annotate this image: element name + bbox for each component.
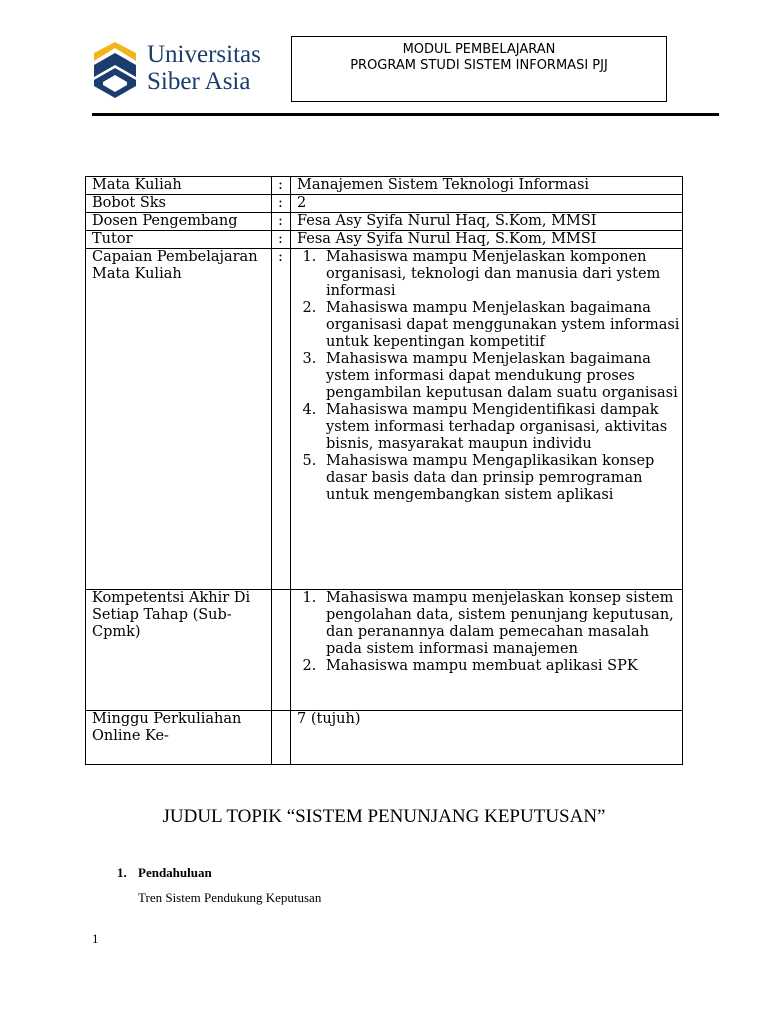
row-value: Fesa Asy Syifa Nurul Haq, S.Kom, MMSI (291, 213, 683, 231)
module-header-box (291, 36, 667, 102)
section-number: 1. (117, 865, 127, 880)
university-logo (90, 40, 275, 100)
section-title: Pendahuluan (138, 865, 212, 880)
row-separator-empty (272, 711, 291, 765)
table-row (86, 590, 683, 711)
row-value: 2 (291, 195, 683, 213)
list-item: 4. Mahasiswa mampu Mengidentifikasi dampak ystem informasi terhadap organisasi, aktivitas bisnis, masyarakat maupun individu (321, 402, 682, 453)
row-separator-empty (272, 590, 291, 711)
table-row (86, 231, 683, 249)
logo-text-line2: Siber Asia (147, 68, 251, 95)
program-title: PROGRAM STUDI SISTEM INFORMASI PJJ (350, 58, 608, 73)
list-item: 1. Mahasiswa mampu menjelaskan konsep sistem pengolahan data, sistem penunjang keputusan, dan peranannya dalam pemecahan masalah pada sistem informasi manajemen (321, 590, 682, 658)
course-info-table (85, 176, 683, 765)
table-row (86, 711, 683, 765)
topic-title: JUDUL TOPIK “SISTEM PENUNJANG KEPUTUSAN” (162, 806, 606, 827)
row-label: Tutor (86, 231, 272, 249)
row-value: Fesa Asy Syifa Nurul Haq, S.Kom, MMSI (291, 231, 683, 249)
row-label: Dosen Pengembang (86, 213, 272, 231)
subcpmk-list (297, 590, 682, 675)
list-item: 1. Mahasiswa mampu Menjelaskan komponen organisasi, teknologi dan manusia dari ystem informasi (321, 249, 682, 300)
table-row (86, 249, 683, 590)
row-label: Mata Kuliah (86, 177, 272, 195)
row-separator: : (272, 177, 291, 195)
row-label: Kompetentsi Akhir Di Setiap Tahap (Sub-Cpmk) (86, 590, 272, 711)
cpmk-list (297, 249, 682, 504)
row-value (291, 590, 683, 711)
shield-emblem-icon (90, 42, 140, 98)
table-row (86, 177, 683, 195)
row-separator: : (272, 195, 291, 213)
table-row (86, 213, 683, 231)
list-item: 2. Mahasiswa mampu Menjelaskan bagaimana organisasi dapat menggunakan ystem informasi untuk kepentingan kompetitif (321, 300, 682, 351)
row-separator: : (272, 231, 291, 249)
row-label: Minggu Perkuliahan Online Ke- (86, 711, 272, 765)
list-item: 2. Mahasiswa mampu membuat aplikasi SPK (321, 658, 682, 675)
row-value: 7 (tujuh) (291, 711, 683, 765)
row-label: Capaian Pembelajaran Mata Kuliah (86, 249, 272, 590)
list-item: 3. Mahasiswa mampu Menjelaskan bagaimana ystem informasi dapat mendukung proses pengambilan keputusan dalam suatu organisasi (321, 351, 682, 402)
row-separator: : (272, 249, 291, 590)
row-label: Bobot Sks (86, 195, 272, 213)
page-number: 1 (92, 931, 99, 946)
logo-text-line1: Universitas (147, 41, 261, 68)
row-value (291, 249, 683, 590)
row-value: Manajemen Sistem Teknologi Informasi (291, 177, 683, 195)
list-item: 5. Mahasiswa mampu Mengaplikasikan konsep dasar basis data dan prinsip pemrograman untuk mengembangkan sistem aplikasi (321, 453, 682, 504)
header-divider (92, 113, 719, 116)
subsection-title: Tren Sistem Pendukung Keputusan (138, 890, 322, 905)
table-row (86, 195, 683, 213)
row-separator: : (272, 213, 291, 231)
module-title: MODUL PEMBELAJARAN (402, 42, 556, 57)
